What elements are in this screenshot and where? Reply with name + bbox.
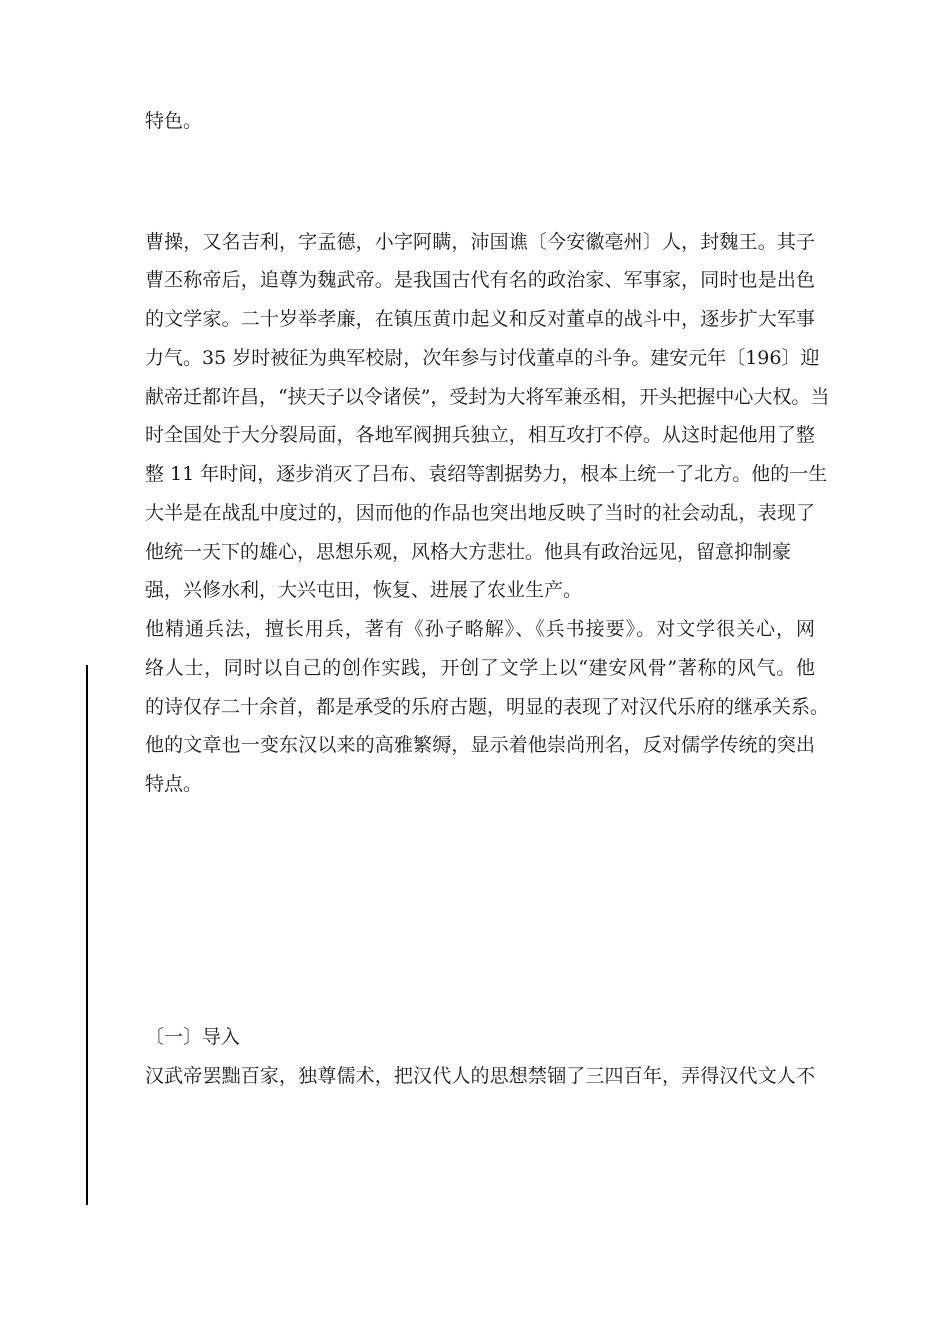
intro-line: 汉武帝罢黜百家，独尊儒术，把汉代人的思想禁锢了三四百年，弄得汉代文人不 bbox=[145, 1065, 815, 1087]
bio-line: 大半是在战乱中度过的，因而他的作品也突出地反映了当时的社会动乱，表现了 bbox=[145, 502, 815, 524]
bio-line: 强，兴修水利，大兴屯田，恢复、进展了农业生产。 bbox=[145, 579, 583, 601]
bio-line: 力气。35 岁时被征为典军校尉，次年参与讨伐董卓的斗争。建安元年〔196〕迎 bbox=[145, 347, 820, 369]
margin-rule bbox=[86, 665, 88, 1205]
bio-line: 的诗仅存二十余首，都是承受的乐府古题，明显的表现了对汉代乐府的继承关系。 bbox=[145, 696, 830, 718]
bio-line: 时全国处于大分裂局面，各地军阀拥兵独立，相互攻打不停。从这时起他用了整 bbox=[145, 424, 815, 446]
fragment-top: 特色。 bbox=[145, 110, 203, 132]
bio-line: 他的文章也一变东汉以来的高雅繁缛，显示着他崇尚刑名，反对儒学传统的突出 bbox=[145, 734, 815, 756]
bio-line: 曹丕称帝后，追尊为魏武帝。是我国古代有名的政治家、军事家，同时也是出色 bbox=[145, 269, 815, 291]
bio-line: 络人士，同时以自己的创作实践，开创了文学上以“建安风骨”著称的风气。他 bbox=[145, 657, 815, 679]
bio-line: 献帝迁都许昌，“挟天子以令诸侯”，受封为大将军兼丞相，开头把握中心大权。当 bbox=[145, 386, 830, 408]
bio-line: 特点。 bbox=[145, 773, 203, 795]
bio-line: 整 11 年时间，逐步消灭了吕布、袁绍等割据势力，根本上统一了北方。他的一生 bbox=[145, 463, 828, 485]
bio-line: 曹操，又名吉利，字孟德，小字阿瞒，沛国谯〔今安徽亳州〕人，封魏王。其子 bbox=[145, 231, 815, 253]
bio-line: 他精通兵法，擅长用兵，著有《孙子略解》、《兵书接要》。对文学很关心，网 bbox=[145, 618, 815, 640]
bio-line: 他统一天下的雄心，思想乐观，风格大方悲壮。他具有政治远见，留意抑制豪 bbox=[145, 541, 792, 563]
section-heading: 〔一〕导入 bbox=[145, 1026, 241, 1048]
bio-line: 的文学家。二十岁举孝廉，在镇压黄巾起义和反对董卓的战斗中，逐步扩大军事 bbox=[145, 308, 815, 330]
